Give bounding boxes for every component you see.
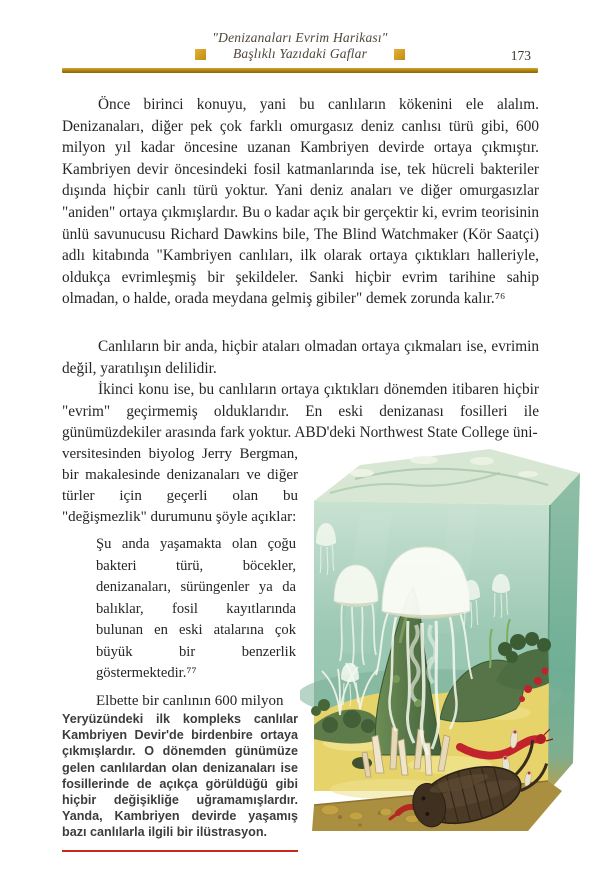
running-head-line1: "Denizanaları Evrim Harikası" xyxy=(212,30,388,45)
paragraph-1 xyxy=(62,94,539,310)
running-head-row xyxy=(62,47,538,61)
paragraph-2-text: Canlıların bir anda, hiçbir ataları olmadan ortaya çıkmaları ise, evrimin değil, yaratılışın delilidir. xyxy=(62,338,539,377)
header-rule xyxy=(62,68,538,73)
water-surface xyxy=(314,449,580,505)
ornament-square-icon xyxy=(195,49,206,60)
paragraph-3-narrow: versitesinden biyolog Jerry Bergman, bir makalesinde denizanaları ve diğer türler için geçerli olan bu "değişmezlik" durumunu şöyle açıklar: xyxy=(62,446,298,525)
block-quote: Şu anda yaşamakta olan çoğu bakteri türü, böcekler, denizanaları, sürüngenler ya da balıklar, fosil kayıtlarında bulunan en eski atalarına çok büyük bir benzerlik göstermektedir.⁷⁷ xyxy=(96,536,296,681)
paragraph-2 xyxy=(62,336,539,379)
paragraph-4: Elbette bir canlının 600 milyon xyxy=(96,692,284,709)
cambrian-illustration-svg xyxy=(300,443,580,835)
page-number: 173 xyxy=(510,48,531,63)
paragraph-3-wide xyxy=(62,379,539,444)
paragraph-3-wide-text: İkinci konu ise, bu canlıların ortaya çıktıkları dönemden itibaren hiçbir "evrim" geçirmemiş olduklarıdır. En eski denizanası fosilleri ile günümüzdekiler arasında fark yoktur. ABD'deki Northwest State College üni- xyxy=(62,381,539,442)
block-side-face xyxy=(547,473,580,793)
figure-caption: Yeryüzündeki ilk kompleks canlılar Kambriyen Devir'de birdenbire ortaya çıkmışlardır. O dönemden günümüze gelen canlılardan olan denizanaları ise fosillerinde de açıkça görüldüğü gibi hiçbir değişikliğe uğramamışlardır. Yanda, Kambriyen devirde yaşamış bazı canlılarla ilgili bir ilüstrasyon. xyxy=(62,709,298,852)
left-column xyxy=(62,444,298,712)
ornament-square-icon xyxy=(394,49,405,60)
running-head-line2: Başlıklı Yazıdaki Gaflar xyxy=(232,46,368,61)
cambrian-illustration xyxy=(300,443,580,835)
paragraph-1-text: Önce birinci konuyu, yani bu canlıların kökenini ele alalım. Denizanaları, diğer pek çok farklı omurgasız deniz canlısı türü gibi, 600 milyon yıl kadar öncesine uzanan Kambriyen devirde ortaya çıkmıştır. Kambriyen devir öncesindeki fosil katmanlarında ise, tek hücreli bakteriler dışında hiçbir canlı türü yoktur. Yani deniz anaları ve diğer omurgasızlar "aniden" ortaya çıkmışlardır. Bu o kadar açık bir gerçektir ki, evrim teorisinin ünlü savunucusu Richard Dawkins bile, The Blind Watchmaker (Kör Saatçi) adlı kitabında "Kambriyen canlıları, ilk olarak ortaya çıktıkları halleriyle, oldukça evrimleşmiş bir şekildeler. Sanki hiçbir evrim tarihine sahip olmadan, o halde, orada meydana gelmiş gibiler" demek zorunda kalır.⁷⁶ xyxy=(62,96,539,308)
